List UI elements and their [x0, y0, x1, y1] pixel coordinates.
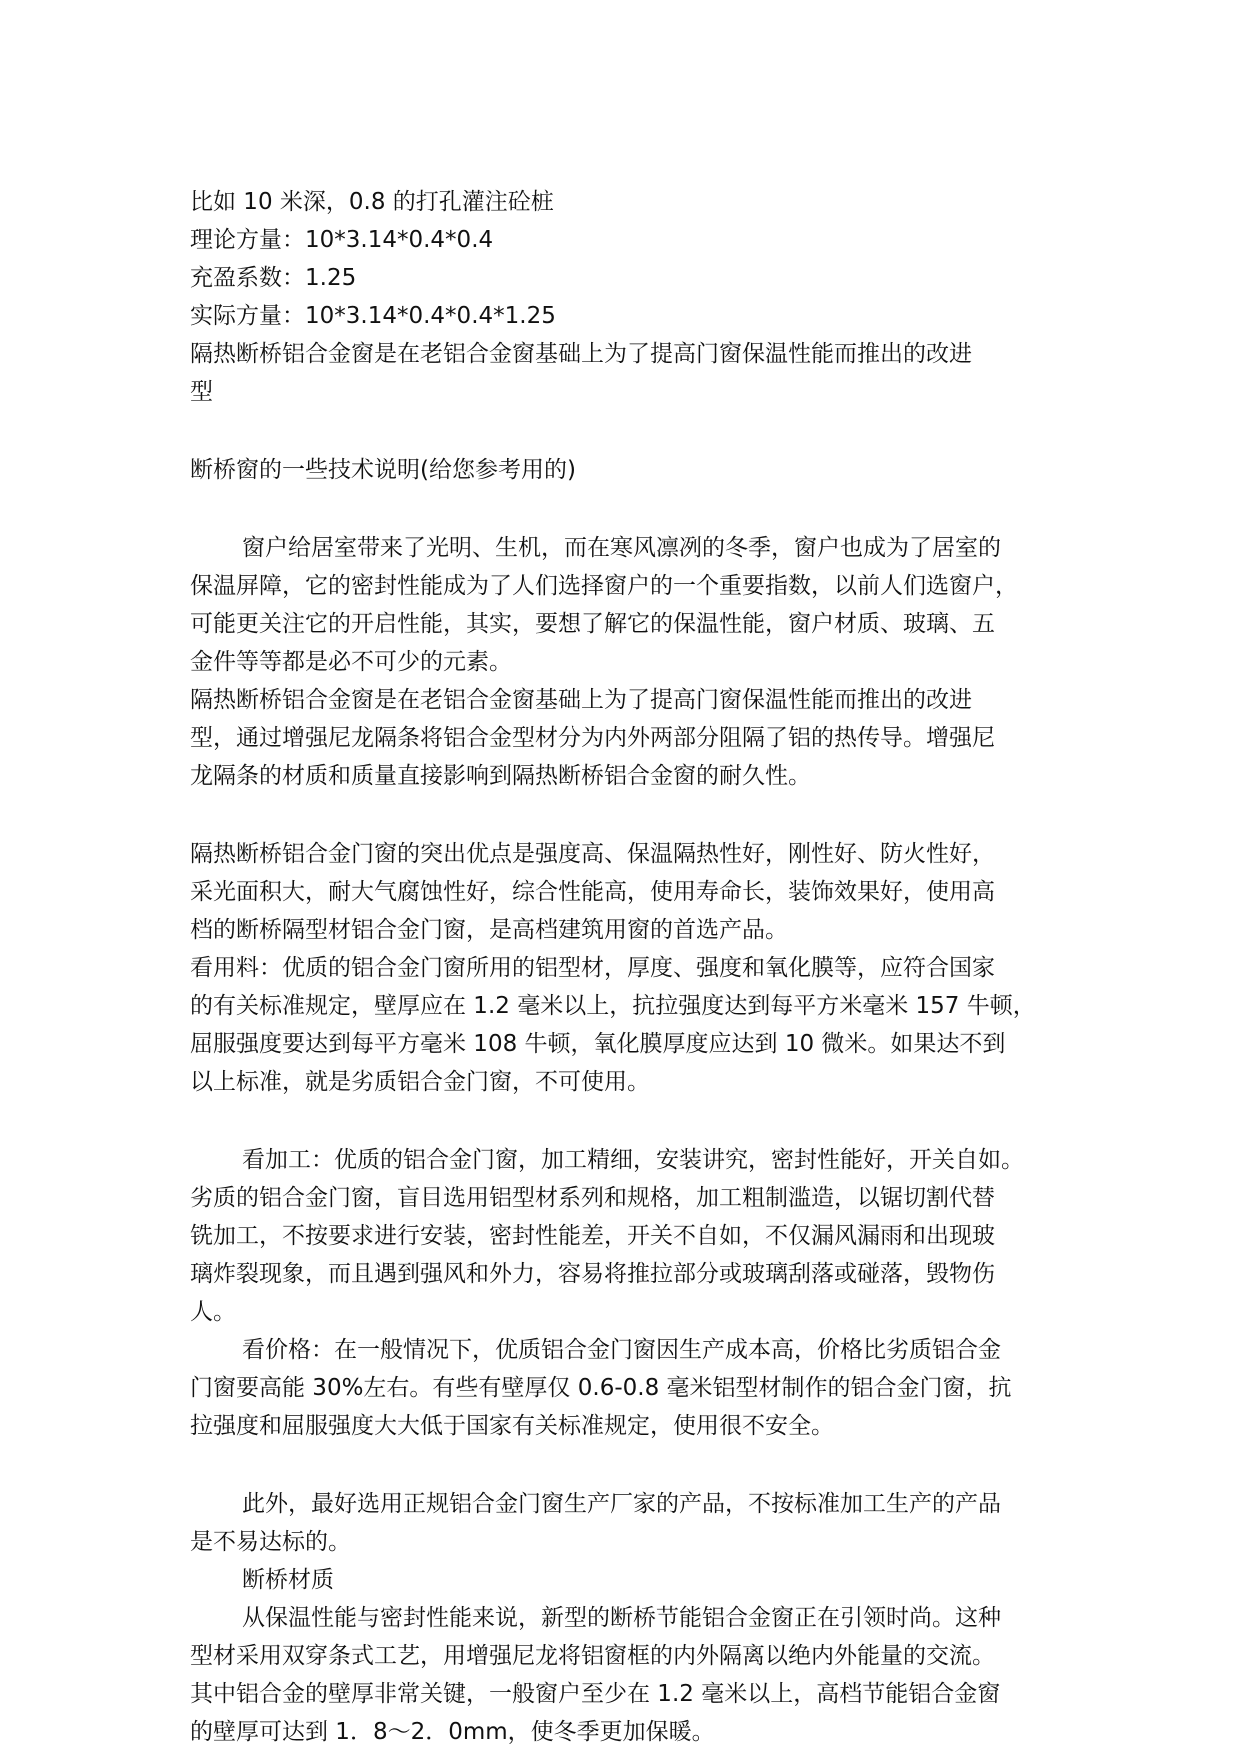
text-line: 门窗要高能 30%左右。有些有壁厚仅 0.6-0.8 毫米铝型材制作的铝合金门窗，抗 — [190, 1375, 1012, 1401]
section-title: 断桥窗的一些技术说明(给您参考用的) — [190, 457, 576, 483]
text-line: 看价格：在一般情况下，优质铝合金门窗因生产成本高，价格比劣质铝合金 — [242, 1337, 1001, 1363]
paragraph — [190, 1331, 1080, 1445]
text-line: 金件等等都是必不可少的元素。 — [190, 649, 512, 675]
text-line: 保温屏障，它的密封性能成为了人们选择窗户的一个重要指数，以前人们选窗户， — [190, 573, 1018, 599]
text-line: 以上标准，就是劣质铝合金门窗，不可使用。 — [190, 1069, 650, 1095]
text-line: 看加工：优质的铝合金门窗，加工精细，安装讲究，密封性能好，开关自如。 — [242, 1147, 1024, 1173]
blank-line — [190, 489, 1080, 529]
subheading: 断桥材质 — [242, 1567, 334, 1593]
text-line: 型 — [190, 379, 213, 405]
text-line: 劣质的铝合金门窗，盲目选用铝型材系列和规格，加工粗制滥造，以锯切割代替 — [190, 1185, 995, 1211]
text-line: 实际方量：10*3.14*0.4*0.4*1.25 — [190, 303, 556, 329]
text-line: 可能更关注它的开启性能，其实，要想了解它的保温性能，窗户材质、玻璃、五 — [190, 611, 995, 637]
blank-line — [190, 795, 1080, 835]
text-line: 看用料：优质的铝合金门窗所用的铝型材，厚度、强度和氧化膜等，应符合国家 — [190, 955, 995, 981]
paragraph — [190, 949, 1080, 1101]
text-line: 屈服强度要达到每平方毫米 108 牛顿，氧化膜厚度应达到 10 微米。如果达不到 — [190, 1031, 1006, 1057]
text-line: 型，通过增强尼龙隔条将铝合金型材分为内外两部分阻隔了铝的热传导。增强尼 — [190, 725, 995, 751]
blank-line — [190, 411, 1080, 451]
text-line: 窗户给居室带来了光明、生机，而在寒风凛冽的冬季，窗户也成为了居室的 — [242, 535, 1001, 561]
blank-line — [190, 1101, 1080, 1141]
text-line: 此外，最好选用正规铝合金门窗生产厂家的产品，不按标准加工生产的产品 — [242, 1491, 1001, 1517]
text-line: 拉强度和屈服强度大大低于国家有关标准规定，使用很不安全。 — [190, 1413, 834, 1439]
paragraph — [190, 529, 1080, 681]
text-line: 铣加工，不按要求进行安装，密封性能差，开关不自如，不仅漏风漏雨和出现玻 — [190, 1223, 995, 1249]
paragraph — [190, 835, 1080, 949]
paragraph — [190, 1141, 1080, 1331]
paragraph — [190, 1485, 1080, 1561]
document-page — [190, 183, 1080, 1751]
text-line: 型材采用双穿条式工艺，用增强尼龙将铝窗框的内外隔离以绝内外能量的交流。 — [190, 1643, 995, 1669]
text-line: 的有关标准规定，壁厚应在 1.2 毫米以上，抗拉强度达到每平方米毫米 157 牛顿， — [190, 993, 1036, 1019]
text-line: 理论方量：10*3.14*0.4*0.4 — [190, 227, 494, 253]
text-line: 比如 10 米深，0.8 的打孔灌注砼桩 — [190, 189, 554, 215]
text-line: 从保温性能与密封性能来说，新型的断桥节能铝合金窗正在引领时尚。这种 — [242, 1605, 1001, 1631]
text-line: 人。 — [190, 1299, 236, 1325]
text-line: 是不易达标的。 — [190, 1529, 351, 1555]
text-line: 隔热断桥铝合金窗是在老铝合金窗基础上为了提高门窗保温性能而推出的改进 — [190, 687, 972, 713]
paragraph — [190, 1599, 1080, 1751]
text-line: 的壁厚可达到 1．8～2．0mm，使冬季更加保暖。 — [190, 1719, 715, 1745]
text-line: 充盈系数：1.25 — [190, 265, 357, 291]
text-line: 档的断桥隔型材铝合金门窗，是高档建筑用窗的首选产品。 — [190, 917, 788, 943]
text-line: 璃炸裂现象，而且遇到强风和外力，容易将推拉部分或玻璃刮落或碰落，毁物伤 — [190, 1261, 995, 1287]
blank-line — [190, 1445, 1080, 1485]
text-line: 采光面积大，耐大气腐蚀性好，综合性能高，使用寿命长，装饰效果好，使用高 — [190, 879, 995, 905]
text-line: 隔热断桥铝合金窗是在老铝合金窗基础上为了提高门窗保温性能而推出的改进 — [190, 341, 972, 367]
paragraph — [190, 681, 1080, 795]
text-line: 其中铝合金的壁厚非常关键，一般窗户至少在 1.2 毫米以上，高档节能铝合金窗 — [190, 1681, 1001, 1707]
text-line: 龙隔条的材质和质量直接影响到隔热断桥铝合金窗的耐久性。 — [190, 763, 811, 789]
text-line: 隔热断桥铝合金门窗的突出优点是强度高、保温隔热性好，刚性好、防火性好， — [190, 841, 995, 867]
